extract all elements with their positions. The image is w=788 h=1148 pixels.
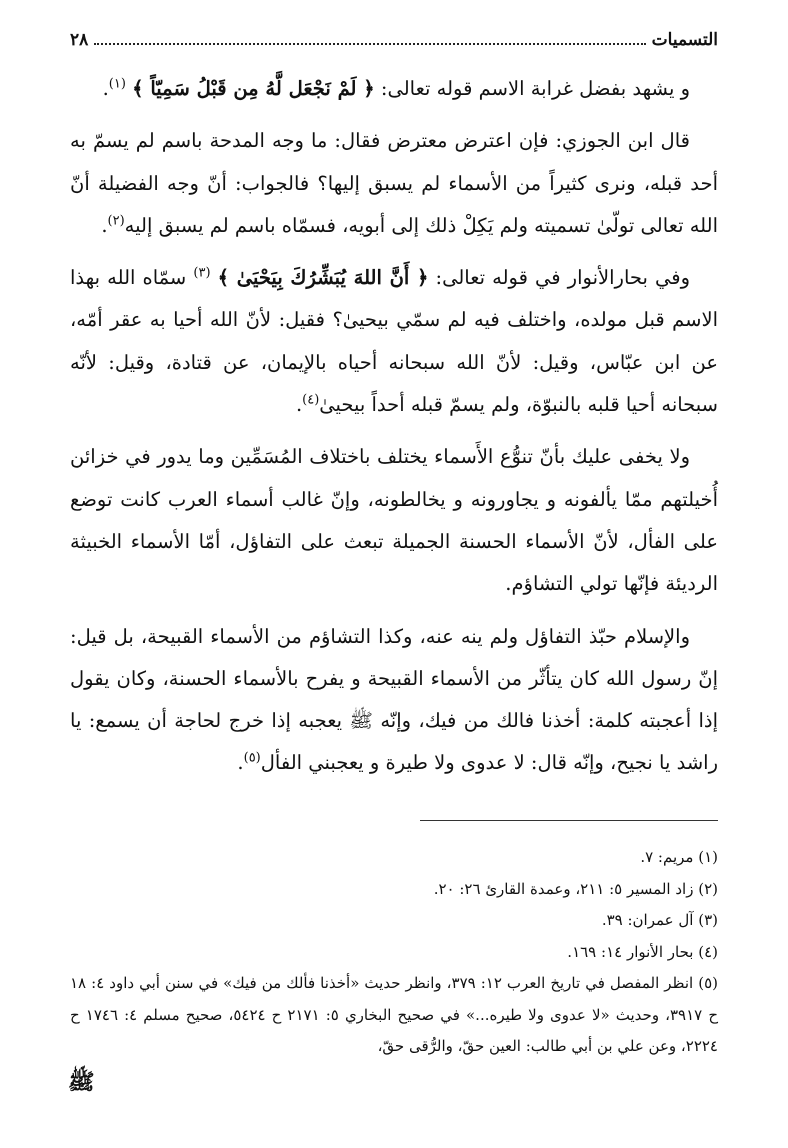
footnote-ref: (٣) bbox=[193, 265, 211, 281]
footnote-2: (٢) زاد المسير ٥: ٢١١، وعمدة القارئ ٢٦: ٢٠. bbox=[433, 879, 718, 898]
section-title: التسميات bbox=[651, 30, 718, 50]
paragraph-1: و يشهد بفضل غرابة الاسم قوله تعالى: ﴿ لَمْ نَجْعَل لَّهُ مِن قَبْلُ سَمِيّاً ﴾ $^{(١)}$. bbox=[102, 76, 690, 100]
footnote-ref: (٥) bbox=[243, 750, 261, 766]
header-dot-leader bbox=[94, 43, 645, 45]
running-header bbox=[70, 30, 718, 60]
footnote-3: (٣) آل عمران: ٣٩. bbox=[601, 911, 718, 929]
page-end-mark: ﷺ bbox=[68, 1069, 95, 1095]
paragraph-5-text: والإسلام حبّذ التفاؤل ولم ينه عنه، وكذا التشاؤم من الأسماء القبيحة، بل قيل: إنّ رسول الله كان يتأثّر من الأسماء القبيحة و يفرح بالأسماء الحسنة، وكان يقول إذا أعجبته كلمة: أخذنا فالك من فيك، وإنّه ﷺ يعجبه إذا خرج لحاجة أن يسمع: يا راشد يا نجيح، وإنّه قال: لا عدوى ولا طيرة و يعجبني الفأل bbox=[70, 624, 718, 775]
paragraph-3: وفي بحارالأنوار في قوله تعالى: ﴿ أَنَّ اللهَ يُبَشِّرُكَ بِيَحْيَىٰ ﴾ $^{(٣)}$ سمّاه الله بهذا الاسم قبل مولده، واختلف فيه لم سمّي بيحيىٰ؟ فقيل: لأنّ الله أحيا به عقر أمّه، عن ابن عبّاس، وقيل: لأنّ الله سبحانه أحياه بالإيمان، عن قتادة، وقيل: لأنّه سبحانه أحيا قلبه بالنبوّة، ولم يسمّ قبله أحداً بيحيىٰ$^{(٤)}$. bbox=[70, 265, 718, 417]
paragraph-3-text: سمّاه الله بهذا الاسم قبل مولده، واختلف فيه لم سمّي بيحيىٰ؟ فقيل: لأنّ الله أحيا به عقر أمّه، عن ابن عبّاس، وقيل: لأنّ الله سبحانه أحياه بالإيمان، عن قتادة، وقيل: لأنّه سبحانه أحيا قلبه بالنبوّة، ولم يسمّ قبله أحداً بيحيىٰ bbox=[70, 266, 718, 417]
quran-verse: ﴿ أَنَّ اللهَ يُبَشِّرُكَ بِيَحْيَىٰ ﴾ bbox=[217, 266, 429, 290]
footnote-1: (١) مريم: ٧. bbox=[640, 848, 718, 866]
page-number: ٢٨ bbox=[70, 30, 89, 50]
paragraph-1-intro: و يشهد بفضل غرابة الاسم قوله تعالى: bbox=[380, 77, 690, 100]
footnote-ref: (٢) bbox=[107, 213, 125, 229]
main-text bbox=[70, 68, 718, 785]
footnote-4: (٤) بحار الأنوار ١٤: ١٦٩. bbox=[567, 942, 718, 961]
paragraph-5: والإسلام حبّذ التفاؤل ولم ينه عنه، وكذا التشاؤم من الأسماء القبيحة، بل قيل: إنّ رسول الله كان يتأثّر من الأسماء القبيحة و يفرح بالأسماء الحسنة، وكان يقول إذا أعجبته كلمة: أخذنا فالك من فيك، وإنّه ﷺ يعجبه إذا خرج لحاجة أن يسمع: يا راشد يا نجيح، وإنّه قال: لا عدوى ولا طيرة و يعجبني الفأل$^{(٥)}$. bbox=[70, 624, 718, 775]
paragraph-2-text: قال ابن الجوزي: فإن اعترض معترض فقال: ما وجه المدحة باسم لم يسمّ به أحد قبله، ونرى كثيراً من الأسماء لم يسبق إليها؟ فالجواب: أنّ وجه الفضيلة أنّ الله تعالى تولّىٰ تسميته ولم يَكِلْ ذلك إلى أبويه، فسمّاه باسم لم يسبق إليه bbox=[70, 129, 718, 237]
footnote-separator bbox=[420, 820, 718, 821]
footnotes bbox=[70, 842, 718, 1063]
footnote-ref: (٤) bbox=[302, 392, 320, 408]
quran-verse: ﴿ لَمْ نَجْعَل لَّهُ مِن قَبْلُ سَمِيّاً ﴾ bbox=[132, 77, 375, 100]
paragraph-4: ولا يخفى عليك بأنّ تنوُّع الأَسماء يختلف باختلاف المُسَمِّين وما يدور في خزائن أُخيلتهم ممّا يألفونه و يجاورونه و يخالطونه، وإنّ غالب أسماء العرب كانت توضع على الفأل، لأنّ الأسماء الحسنة الجميلة تبعث على التفاؤل، أمّا الأسماء الخبيثة الرديئة فإنّها تولي التشاؤم. bbox=[70, 445, 718, 596]
paragraph-2: قال ابن الجوزي: فإن اعترض معترض فقال: ما وجه المدحة باسم لم يسمّ به أحد قبله، ونرى كثيراً من الأسماء لم يسبق إليها؟ فالجواب: أنّ وجه الفضيلة أنّ الله تعالى تولّىٰ تسميته ولم يَكِلْ ذلك إلى أبويه، فسمّاه باسم لم يسبق إليه$^{(٢)}$. bbox=[70, 129, 718, 237]
footnote-ref: (١) bbox=[108, 76, 126, 92]
footnote-5: (٥) انظر المفصل في تاريخ العرب ١٢: ٣٧٩، وانظر حديث «أخذنا فألك من فيك» في سنن أبي داود ٤: ١٨ ح ٣٩١٧، وحديث «لا عدوى ولا طيره...» في صحيح البخاري ٥: ٢١٧١ ح ٥٤٢٤، صحيح مسلم ٤: ١٧٤٦ ح ٢٢٢٤، وعن علي بن أبي طالب: العين حقّ، والرُّقى حقّ، bbox=[70, 974, 719, 1055]
paragraph-3-intro: وفي بحارالأنوار في قوله تعالى: bbox=[435, 266, 690, 290]
